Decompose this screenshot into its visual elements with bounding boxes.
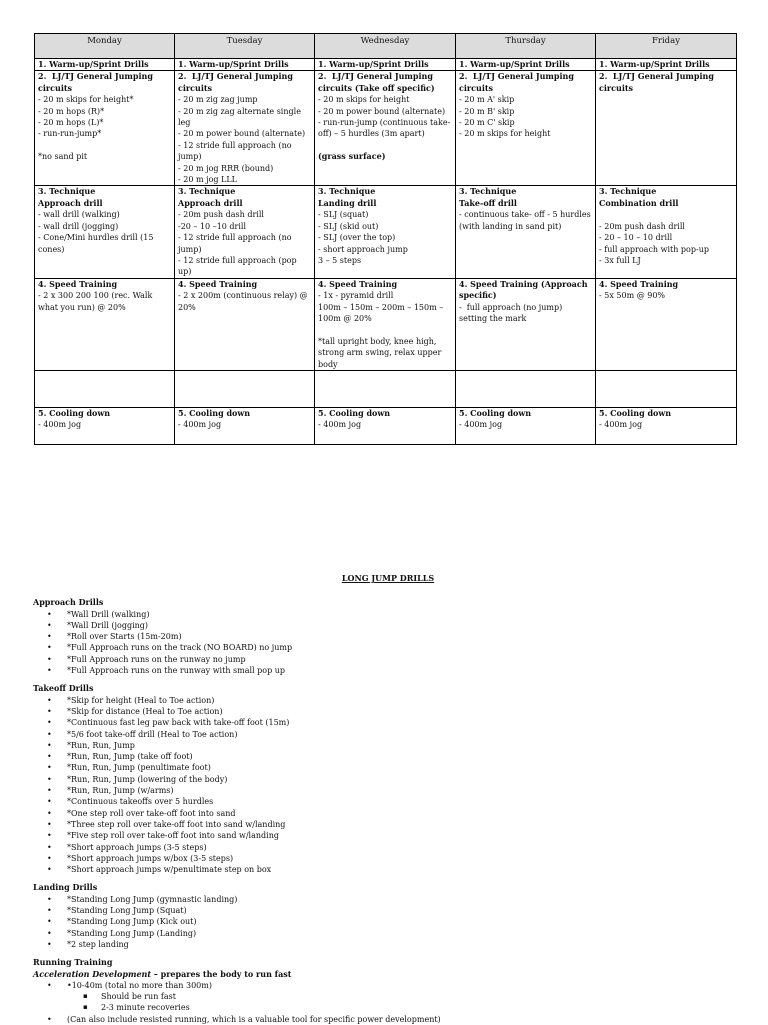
list-item: • *Skip for distance (Heal to Toe action): [47, 706, 743, 717]
cell-line: - run-run-jump*: [38, 129, 102, 139]
list-item: • *Short approach jumps w/box (3-5 steps): [47, 853, 743, 864]
cell-line: - full approach with pop-up: [599, 244, 709, 254]
cell-line: - short approach jump: [318, 244, 408, 254]
table-cell: [315, 71, 456, 186]
cell-line: - 20 m skips for height*: [38, 95, 134, 105]
cell-line: - 20 m zig zag jump: [178, 95, 258, 105]
list-item: • *Standing Long Jump (Squat): [47, 905, 743, 916]
list-item: • *Run, Run, Jump (w/arms): [47, 785, 743, 796]
cell-line: 2. LJ/TJ General Jumping circuits: [38, 71, 156, 93]
cell-line: - 400m jog: [599, 420, 643, 430]
landing-drills-list: [33, 894, 743, 950]
cell-line: 2. LJ/TJ General Jumping circuits: [459, 71, 577, 93]
cell-line: - SLJ (squat): [318, 210, 369, 220]
cell-line: - 20 m hops (R)*: [38, 106, 105, 116]
day-header-wednesday: Wednesday: [315, 34, 456, 59]
list-item: • (Can also include resisted running, which is a valuable tool for specific power development): [47, 1014, 743, 1025]
cell-line: - 20m push dash drill: [178, 210, 264, 220]
cell-line: Combination drill: [599, 197, 679, 208]
list-item: • *Run, Run, Jump (penultimate foot): [47, 762, 743, 773]
acceleration-line: [33, 969, 743, 980]
cell-line: 3 – 5 steps: [318, 255, 362, 265]
cell-line: - 20 m power bound (alternate): [318, 106, 446, 116]
cell-line: - 12 stride full approach (pop up): [178, 255, 300, 277]
list-item: • *2 step landing: [47, 939, 743, 950]
list-item: • *Continuous takeoffs over 5 hurdles: [47, 796, 743, 807]
table-row: [35, 370, 737, 407]
cell-line: 5. Cooling down: [318, 407, 391, 418]
cell-line: Approach drill: [178, 197, 243, 208]
day-header-friday: Friday: [596, 34, 737, 59]
cell-line: *no sand pit: [38, 152, 88, 162]
day-header-thursday: Thursday: [456, 34, 596, 59]
running-list-2: [33, 1014, 743, 1025]
cell-line: - 20 m skips for height: [459, 129, 551, 139]
table-cell: [456, 186, 596, 278]
cell-line: [178, 371, 311, 382]
cell-line: - 20 m A' skip: [459, 95, 515, 105]
table-cell: [596, 71, 737, 186]
table-row: [35, 59, 737, 71]
table-cell: [175, 71, 315, 186]
list-item: • *Wall Drill (jogging): [47, 620, 743, 631]
cell-line: [38, 371, 171, 382]
table-cell: [596, 370, 737, 407]
cell-line: - 12 stride full approach (no jump): [178, 233, 295, 254]
list-item: • *Standing Long Jump (gymnastic landing): [47, 894, 743, 905]
cell-line: - run-run-jump (continuous take-off) – 5 hurdles (3m apart): [318, 118, 451, 139]
cell-line: 4. Speed Training: [38, 278, 118, 289]
list-item: • *Full Approach runs on the track (NO BOARD) no jump: [47, 642, 743, 653]
day-header-monday: Monday: [35, 34, 175, 59]
cell-line: *tall upright body, knee high, strong arm swing, relax upper body: [318, 336, 444, 369]
list-item: • *Full Approach runs on the runway no jump: [47, 654, 743, 665]
approach-drills-list: [33, 609, 743, 677]
running-list: [33, 980, 743, 991]
cell-line: 1. Warm-up/Sprint Drills: [318, 59, 429, 69]
cell-line: - 2 x 200m (continuous relay) @ 20%: [178, 291, 311, 312]
cell-line: [318, 140, 452, 151]
cell-line: - 20 m skips for height: [318, 95, 410, 105]
cell-line: - wall drill (jogging): [38, 221, 119, 231]
table-cell: [35, 278, 175, 370]
cell-line: - 20 m C' skip: [459, 118, 515, 128]
cell-line: - 400m jog: [38, 420, 82, 430]
list-item: • •10-40m (total no more than 300m): [47, 980, 743, 991]
document-title: LONG JUMP DRILLS: [341, 573, 435, 583]
list-item: ▪ 2-3 minute recoveries: [83, 1002, 743, 1013]
cell-line: - SLJ (skid out): [318, 221, 379, 231]
cell-line: 4. Speed Training: [599, 278, 679, 289]
cell-line: [318, 324, 452, 335]
table-row: [35, 407, 737, 444]
day-header-tuesday: Tuesday: [175, 34, 315, 59]
cell-line: [318, 371, 452, 382]
table-cell: [35, 59, 175, 71]
table-cell: [315, 59, 456, 71]
cell-line: - full approach (no jump) setting the mark: [459, 302, 565, 323]
list-item: • *One step roll over take-off foot into sand: [47, 808, 743, 819]
table-cell: [456, 71, 596, 186]
cell-line: 3. Technique: [38, 186, 96, 197]
cell-line: 5. Cooling down: [599, 407, 672, 418]
running-training-heading: Running Training: [33, 957, 113, 968]
cell-line: 5. Cooling down: [38, 407, 111, 418]
cell-line: - 12 stride full approach (no jump): [178, 140, 295, 162]
cell-line: 2. LJ/TJ General Jumping circuits (Take off specific): [318, 71, 436, 93]
cell-line: Approach drill: [38, 197, 103, 208]
list-item: • *Standing Long Jump (Landing): [47, 928, 743, 939]
list-item: • *Run, Run, Jump (lowering of the body): [47, 774, 743, 785]
table-cell: [35, 407, 175, 444]
table-cell: [315, 186, 456, 278]
table-cell: [175, 59, 315, 71]
list-item: • *Five step roll over take-off foot into sand w/landing: [47, 830, 743, 841]
table-row: [35, 278, 737, 370]
acceleration-desc: – prepares the body to run fast: [151, 968, 292, 979]
cell-line: 4. Speed Training: [318, 278, 398, 289]
cell-line: 5. Cooling down: [459, 407, 532, 418]
cell-line: - 20 m power bound (alternate): [178, 129, 306, 139]
cell-line: 3. Technique: [459, 186, 517, 197]
cell-line: 1. Warm-up/Sprint Drills: [178, 59, 289, 69]
list-item: • *Standing Long Jump (Kick out): [47, 916, 743, 927]
cell-line: - 2 x 300 200 100 (rec. Walk what you run) @ 20%: [38, 291, 155, 312]
list-item: • *Full Approach runs on the runway with small pop up: [47, 665, 743, 676]
cell-line: - Cone/Mini hurdles drill (15 cones): [38, 233, 156, 254]
list-item: • *Run, Run, Jump (take off foot): [47, 751, 743, 762]
table-cell: [596, 186, 737, 278]
list-item: ▪ Should be run fast: [83, 991, 743, 1002]
approach-drills-heading: Approach Drills: [33, 597, 104, 608]
cell-line: - 400m jog: [459, 420, 503, 430]
cell-line: Landing drill: [318, 197, 377, 208]
cell-line: - 20 m zig zag alternate single leg: [178, 106, 304, 128]
list-item: • *Short approach jumps w/penultimate step on box: [47, 864, 743, 875]
cell-line: 4. Speed Training (Approach specific): [459, 278, 591, 301]
cell-line: [599, 371, 733, 382]
cell-line: - 20m push dash drill: [599, 221, 685, 231]
table-cell: [315, 407, 456, 444]
list-item: • *Continuous fast leg paw back with take-off foot (15m): [47, 717, 743, 728]
table-cell: [175, 407, 315, 444]
week-table-body: [35, 59, 737, 445]
cell-line: [38, 140, 171, 151]
cell-line: - 20 m jog LLL: [178, 175, 237, 185]
cell-line: 4. Speed Training: [178, 278, 258, 289]
cell-line: (grass surface): [318, 151, 386, 162]
list-item: • *5/6 foot take-off drill (Heal to Toe action): [47, 729, 743, 740]
list-item: • *Roll over Starts (15m-20m): [47, 631, 743, 642]
table-cell: [456, 59, 596, 71]
table-cell: [175, 370, 315, 407]
cell-line: 1. Warm-up/Sprint Drills: [38, 59, 149, 69]
cell-line: 3. Technique: [318, 186, 376, 197]
table-cell: [596, 407, 737, 444]
cell-line: - 3x full LJ: [599, 255, 641, 265]
takeoff-drills-heading: Takeoff Drills: [33, 683, 94, 694]
table-cell: [456, 370, 596, 407]
table-cell: [315, 370, 456, 407]
weekly-training-table: [34, 33, 737, 445]
cell-line: [599, 209, 733, 220]
takeoff-drills-list: [33, 695, 743, 876]
cell-line: Take-off drill: [459, 197, 517, 208]
cell-line: 2. LJ/TJ General Jumping circuits: [599, 71, 717, 93]
table-cell: [456, 407, 596, 444]
cell-line: - 20 m B' skip: [459, 106, 515, 116]
cell-line: - wall drill (walking): [38, 210, 120, 220]
cell-line: 100m – 150m – 200m – 150m – 100m @ 20%: [318, 302, 446, 323]
table-cell: [35, 370, 175, 407]
cell-line: 1. Warm-up/Sprint Drills: [599, 59, 710, 69]
cell-line: -20 – 10 –10 drill: [178, 221, 247, 231]
cell-line: - 1x - pyramid drill: [318, 291, 394, 301]
cell-line: - 20 m hops (L)*: [38, 118, 104, 128]
cell-line: 1. Warm-up/Sprint Drills: [459, 59, 570, 69]
long-jump-drills-document: [33, 573, 743, 1025]
table-cell: [175, 278, 315, 370]
cell-line: - 20 – 10 – 10 drill: [599, 233, 673, 243]
cell-line: 5. Cooling down: [178, 407, 251, 418]
landing-drills-heading: Landing Drills: [33, 882, 98, 893]
list-item: • *Run, Run, Jump: [47, 740, 743, 751]
cell-line: [459, 371, 592, 382]
cell-line: - 20 m jog RRR (bound): [178, 163, 274, 173]
acceleration-label: Acceleration Development: [33, 968, 152, 979]
table-cell: [175, 186, 315, 278]
table-cell: [596, 59, 737, 71]
list-item: • *Wall Drill (walking): [47, 609, 743, 620]
table-cell: [596, 278, 737, 370]
cell-line: - continuous take- off - 5 hurdles (with landing in sand pit): [459, 210, 594, 231]
table-row: [35, 186, 737, 278]
cell-line: - 5x 50m @ 90%: [599, 291, 666, 301]
cell-line: - SLJ (over the top): [318, 233, 396, 243]
list-item: • *Short approach jumps (3-5 steps): [47, 842, 743, 853]
table-cell: [456, 278, 596, 370]
list-item: • *Three step roll over take-off foot into sand w/landing: [47, 819, 743, 830]
cell-line: 3. Technique: [599, 186, 657, 197]
cell-line: - 400m jog: [318, 420, 362, 430]
table-cell: [35, 186, 175, 278]
cell-line: 3. Technique: [178, 186, 236, 197]
cell-line: 2. LJ/TJ General Jumping circuits: [178, 71, 296, 93]
cell-line: - 400m jog: [178, 420, 222, 430]
table-row: [35, 71, 737, 186]
list-item: • *Skip for height (Heal to Toe action): [47, 695, 743, 706]
table-cell: [35, 71, 175, 186]
table-cell: [315, 278, 456, 370]
running-sub-list: [33, 991, 743, 1014]
